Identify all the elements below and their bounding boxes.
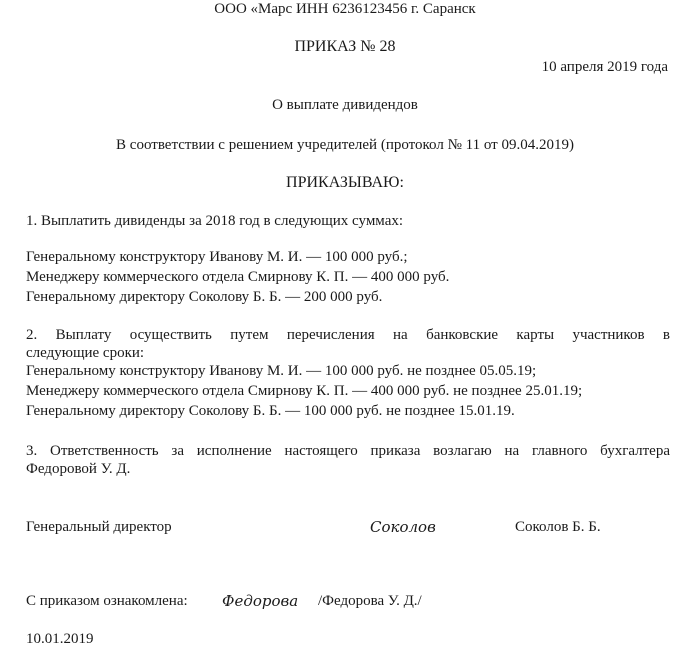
director-signature: Соколов [370,518,436,536]
section3-line1: 3. Ответственность за исполнение настоящего приказа возлагаю на главного бухгалтера [26,443,670,459]
acknowledgement-date: 10.01.2019 [26,631,94,647]
section1-row: Генеральному директору Соколову Б. Б. — 200 000 руб. [26,289,383,305]
section2-title-line1: 2. Выплату осуществить путем перечисления на банковские карты участников в [26,327,670,343]
section1-row: Менеджеру коммерческого отдела Смирнову К. П. — 400 000 руб. [26,269,450,285]
signature-position: Генеральный директор [26,519,172,535]
section1-row: Генеральному конструктору Иванову М. И. — 100 000 руб.; [26,249,408,265]
section1-title: 1. Выплатить дивиденды за 2018 год в следующих суммах: [26,213,404,229]
order-word: ПРИКАЗЫВАЮ: [286,174,404,191]
section3-line2: Федоровой У. Д. [26,461,131,477]
section2-row: Генеральному директору Соколову Б. Б. — 100 000 руб. не позднее 15.01.19. [26,403,515,419]
section2-row: Менеджеру коммерческого отдела Смирнову К. П. — 400 000 руб. не позднее 25.01.19; [26,383,583,399]
order-title: ПРИКАЗ № 28 [294,38,396,55]
acknowledgement-name: /Федорова У. Д./ [318,593,422,609]
section2-title-line2: следующие сроки: [26,345,145,361]
director-name: Соколов Б. Б. [515,519,601,535]
order-date: 10 апреля 2019 года [541,59,668,75]
section2-row: Генеральному конструктору Иванову М. И. — 100 000 руб. не позднее 05.05.19; [26,363,537,379]
company-header: ООО «Марс ИНН 6236123456 г. Саранск [214,1,476,17]
acknowledgement-signature: Федорова [222,592,299,610]
acknowledgement-label: С приказом ознакомлена: [26,593,188,609]
order-basis: В соответствии с решением учредителей (протокол № 11 от 09.04.2019) [116,137,574,153]
order-subject: О выплате дивидендов [272,97,418,113]
